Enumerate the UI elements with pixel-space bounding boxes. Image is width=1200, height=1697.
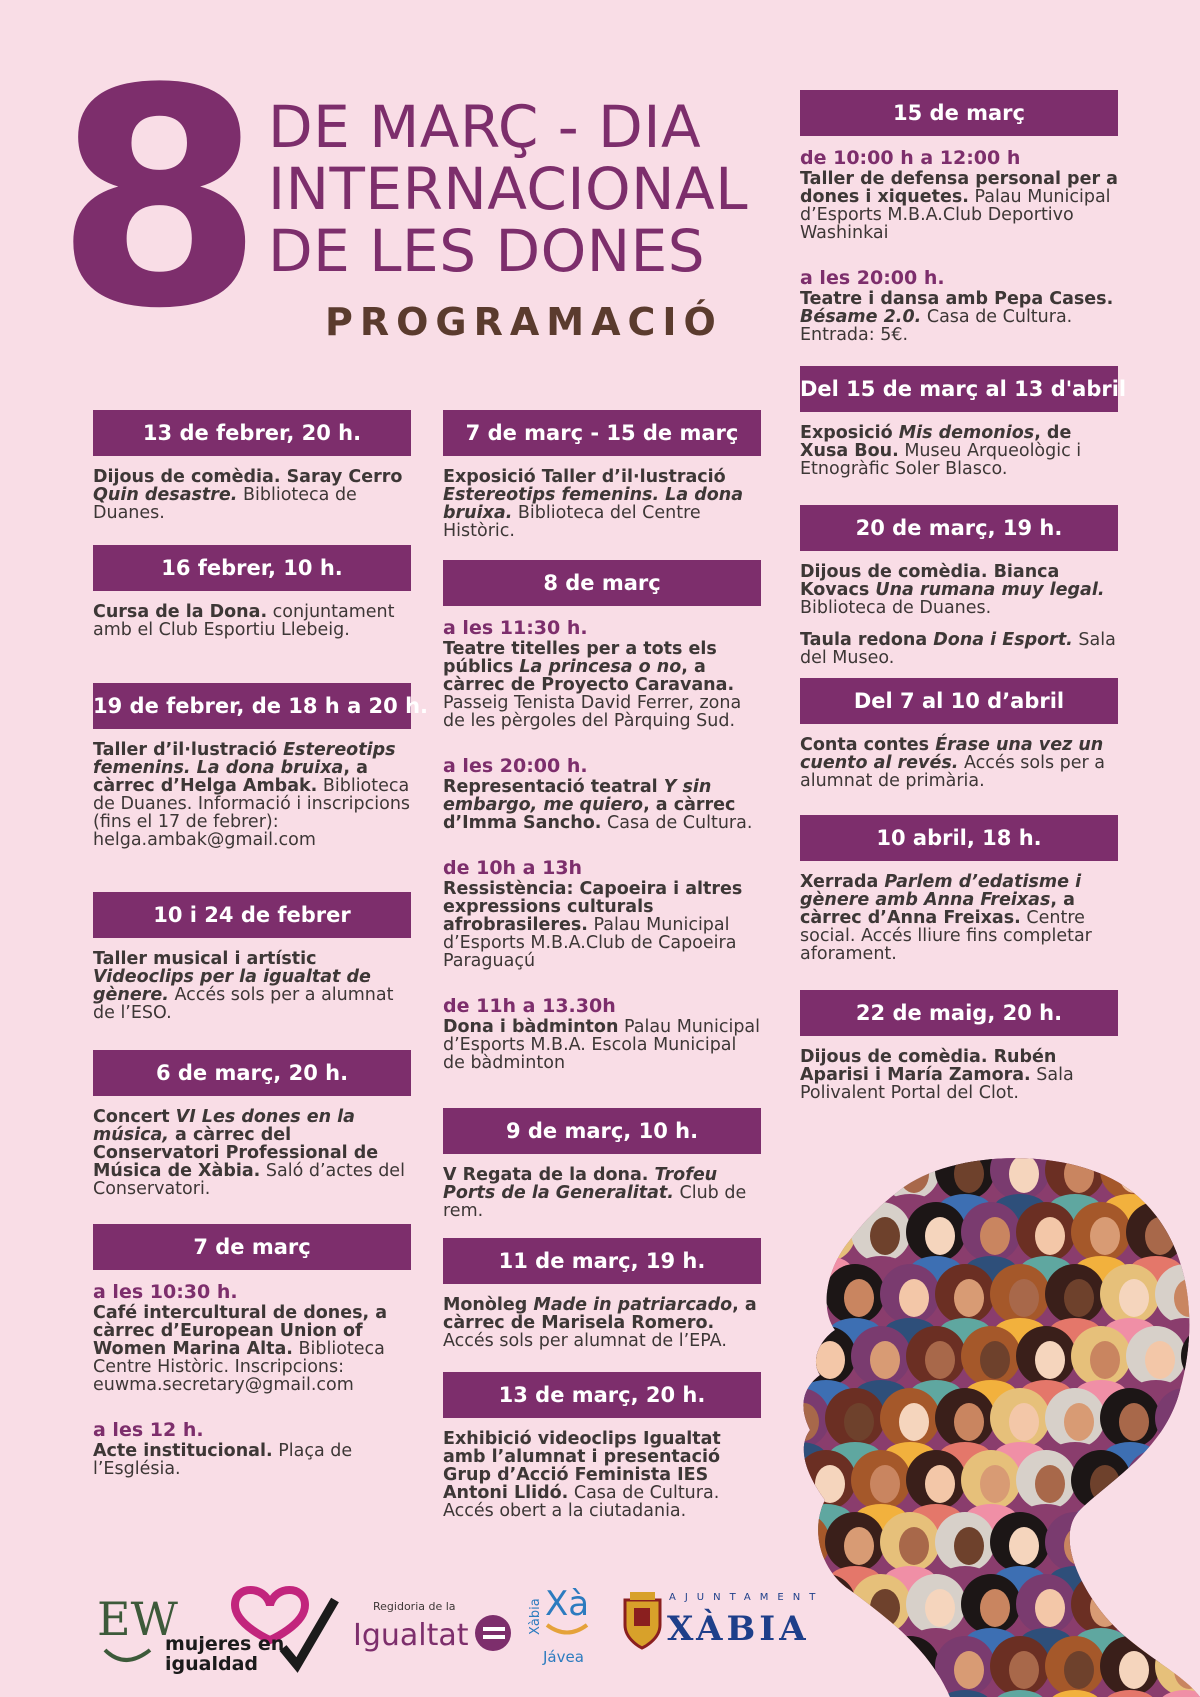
event-description (93, 1108, 411, 1198)
event-description (800, 170, 1118, 242)
event-block (93, 1050, 411, 1198)
event-time: a les 11:30 h. (443, 617, 588, 639)
face-skin (1119, 1279, 1149, 1317)
face-skin (844, 1527, 874, 1565)
event-title: , a càrrec de Marisela Romero. (443, 1295, 757, 1333)
face-skin (899, 1527, 929, 1565)
face-skin (1145, 1465, 1175, 1503)
face-shirt (1159, 1566, 1200, 1594)
face-hair (825, 1140, 885, 1200)
event-venue: Accés sols per a alumnat de l’ESO. (93, 985, 394, 1023)
event-title: Representació teatral (443, 777, 664, 797)
face-skin (954, 1279, 984, 1317)
face-hair (825, 1636, 885, 1696)
event-venue: Casa de Cultura. Accés obert a la ciutadania. (443, 1483, 720, 1521)
event-title: Teatre i dansa amb Pepa Cases. (800, 289, 1114, 309)
event-date-header: 10 i 24 de febrer (93, 892, 411, 938)
event-block (93, 1224, 411, 1478)
face-hair (1155, 1512, 1200, 1572)
event-venue: conjuntament amb el Club Esportiu Llebeig. (93, 602, 395, 640)
face-shirt (1159, 1194, 1200, 1222)
face-skin (899, 1279, 929, 1317)
page-title (268, 93, 768, 285)
event-title: Taula redona (800, 630, 934, 650)
face-skin (954, 1155, 984, 1193)
face-skin (1035, 1341, 1065, 1379)
face-skin (980, 1465, 1010, 1503)
event-date-header: 6 de març, 20 h. (93, 1050, 411, 1096)
face-shirt (855, 1628, 907, 1656)
event-venue: Palau Municipal d’Esports M.B.A. Escola Municipal de bàdminton (443, 1017, 761, 1073)
face-skin (980, 1341, 1010, 1379)
event-title: Taller musical i artístic (93, 949, 317, 969)
ajuntament-text: AJUNTAMENT (669, 1592, 825, 1603)
event-title-italic: Bésame 2.0. (800, 307, 922, 327)
event-block (93, 892, 411, 1022)
event-block (800, 366, 1127, 479)
face-skin (1009, 1651, 1039, 1689)
event-title-wrap (533, 1295, 732, 1315)
face-skin (1119, 1403, 1149, 1441)
event-description (443, 640, 761, 730)
face-skin (1119, 1155, 1149, 1193)
face-skin (1145, 1341, 1175, 1379)
face-skin (870, 1589, 900, 1627)
event-title-italic: Una rumana muy legal. (875, 580, 1105, 600)
event-title: Exposició (800, 423, 899, 443)
face-shirt (1185, 1504, 1200, 1532)
face-hair (1181, 1202, 1200, 1262)
event-title-wrap (93, 485, 237, 505)
face-skin (1009, 1403, 1039, 1441)
event-title-italic: Estereotips femenins. La dona bruixa (93, 740, 396, 778)
event-venue: Sala del Museo. (800, 630, 1116, 668)
event-description (93, 603, 411, 639)
event-date-header: 20 de març, 19 h. (800, 505, 1118, 551)
event-description (93, 741, 411, 849)
face-skin (1090, 1589, 1120, 1627)
event-title-italic: Estereotips femenins. La dona bruixa. (443, 485, 744, 523)
face-shirt (774, 1194, 826, 1222)
event-title-italic: La princesa o no (519, 657, 682, 677)
event-title: V Regata de la dona. (443, 1165, 655, 1185)
euw-logo-text: EW (97, 1592, 178, 1646)
face-skin (1064, 1527, 1094, 1565)
event-title: Dijous de comèdia. Rubén Aparisi i María Zamora. (800, 1047, 1057, 1085)
mujeres-text: mujeres en (165, 1633, 285, 1655)
face-skin (925, 1341, 955, 1379)
event-description (93, 1442, 411, 1478)
face-skin (899, 1651, 929, 1689)
face-hair (1126, 1574, 1186, 1634)
event-title-italic: Y sin embargo, me quiero (443, 777, 712, 815)
event-venue: Saló d’actes del Conservatori. (93, 1161, 405, 1199)
event-description (800, 873, 1118, 963)
face-skin (980, 1217, 1010, 1255)
event-date-header: 22 de maig, 20 h. (800, 990, 1118, 1036)
event-title-italic: Dona i Esport. (933, 630, 1073, 650)
event-title-italic: Mis demonios (898, 423, 1035, 443)
event-venue: Plaça de l’Església. (93, 1441, 353, 1479)
event-block (443, 1238, 761, 1350)
event-description-extra (800, 631, 1118, 667)
event-time: a les 20:00 h. (800, 267, 945, 289)
event-description (800, 290, 1118, 344)
face-skin (1145, 1589, 1175, 1627)
face-skin (1090, 1465, 1120, 1503)
event-date-header: Del 15 de març al 13 d'abril (800, 366, 1118, 412)
face-shirt (1075, 1504, 1127, 1532)
event-date-header: 11 de març, 19 h. (443, 1238, 761, 1284)
face-skin (1145, 1217, 1175, 1255)
xabia-javea-logo (525, 1570, 605, 1675)
title-line-2: INTERNACIONAL (268, 155, 749, 223)
face-skin (815, 1465, 845, 1503)
face-hair (1100, 1512, 1160, 1572)
face-skin (954, 1527, 984, 1565)
face-hair (1181, 1450, 1200, 1510)
face-skin (899, 1403, 929, 1441)
event-block (443, 560, 761, 1072)
face-skin (925, 1465, 955, 1503)
face-skin (925, 1217, 955, 1255)
face-skin (1174, 1155, 1200, 1193)
event-block (800, 505, 1118, 667)
face-hair (1126, 1450, 1186, 1510)
event-description (443, 778, 761, 832)
face-shirt (1159, 1442, 1200, 1470)
event-title: Conta contes (800, 735, 936, 755)
event-block (93, 683, 429, 850)
event-venue: Biblioteca de Duanes. Informació i inscripcions (fins el 17 de febrer): helga.ambak@gmail.com (93, 776, 411, 850)
face-skin (1035, 1217, 1065, 1255)
event-title-italic: Videoclips per la igualtat de gènere. (93, 967, 371, 1005)
face-skin (954, 1651, 984, 1689)
face-skin (1035, 1589, 1065, 1627)
event-description (800, 1048, 1118, 1102)
event-date-header: Del 7 al 10 d’abril (800, 678, 1118, 724)
face-skin (1119, 1527, 1149, 1565)
event-title: Exposició Taller d’il·lustració (443, 467, 726, 487)
event-title: Ressistència: Capoeira i altres expressions culturals afrobrasileres. (443, 879, 743, 935)
event-venue: Casa de Cultura. (601, 813, 753, 833)
face-hair (1045, 1512, 1105, 1572)
event-time: a les 20:00 h. (443, 755, 588, 777)
event-description (443, 1166, 761, 1220)
event-title: Monòleg (443, 1295, 534, 1315)
event-time: de 11h a 13.30h (443, 995, 616, 1017)
event-description (443, 468, 761, 540)
event-venue: Club de rem. (443, 1183, 747, 1221)
event-date-header: 8 de març (443, 560, 761, 606)
face-skin (789, 1279, 819, 1317)
event-venue: Biblioteca Centre Històric. Inscripcions: euwma.secretary@gmail.com (93, 1339, 385, 1395)
page-subtitle: PROGRAMACIÓ (325, 300, 723, 344)
event-date-header: 19 de febrer, de 18 h a 20 h. (93, 683, 411, 729)
face-skin (899, 1155, 929, 1193)
event-description (93, 468, 411, 522)
igualtat-text: Igualtat (353, 1618, 469, 1653)
face-shirt (1104, 1566, 1156, 1594)
event-title-italic: Made in patriarcado (533, 1295, 733, 1315)
javea-text: Jávea (543, 1648, 584, 1666)
event-title-wrap (519, 657, 681, 677)
face-skin (844, 1403, 874, 1441)
euw-logo (95, 1575, 178, 1675)
event-venue: Accés sols per a alumnat de primària. (800, 753, 1106, 791)
event-title: Xerrada (800, 872, 885, 892)
regidoria-igualtat-logo (353, 1585, 513, 1665)
big-eight: 8 (55, 25, 264, 374)
face-skin (1090, 1217, 1120, 1255)
event-venue: Biblioteca del Centre Històric. (443, 503, 701, 541)
event-venue: Sala Polivalent Portal del Clot. (800, 1065, 1074, 1103)
event-block (93, 545, 411, 639)
event-title-italic: Quin desastre. (93, 485, 238, 505)
event-title-italic: Trofeu Ports de la Generalitat. (443, 1165, 718, 1203)
event-title: Taller d’il·lustració (93, 740, 284, 760)
face-hair (1155, 1140, 1200, 1200)
event-title: , de Xusa Bou. (800, 423, 1072, 461)
event-title-wrap (899, 423, 1034, 443)
face-skin (815, 1217, 845, 1255)
face-hair (770, 1264, 830, 1324)
event-venue: Palau Municipal d’Esports M.B.A.Club de Capoeira Paraguaçú (443, 915, 737, 971)
event-block (800, 815, 1118, 963)
event-title: Dona i bàdminton (443, 1017, 619, 1037)
face-shirt (1185, 1380, 1200, 1408)
face-hair (1181, 1574, 1200, 1634)
event-date-header: 16 febrer, 10 h. (93, 545, 411, 591)
face-shirt (774, 1690, 826, 1697)
face-skin (844, 1155, 874, 1193)
face-skin (815, 1341, 845, 1379)
face-skin (1064, 1403, 1094, 1441)
event-date-header: 9 de març, 10 h. (443, 1108, 761, 1154)
event-block (800, 990, 1118, 1102)
igualdad-text: igualdad (165, 1653, 258, 1675)
event-venue: Museu Arqueològic i Etnogràfic Soler Blasco. (800, 441, 1082, 479)
xa-text: Xà (545, 1584, 590, 1624)
face-skin (844, 1279, 874, 1317)
face-skin (789, 1155, 819, 1193)
face-hair (796, 1202, 856, 1262)
face-shirt (774, 1318, 826, 1346)
event-time: de 10h a 13h (443, 857, 583, 879)
event-title: Taller de defensa personal per a dones i xiquetes. (800, 169, 1118, 207)
event-block (93, 410, 411, 522)
event-description (800, 424, 1118, 478)
face-skin (1090, 1341, 1120, 1379)
face-shirt (1185, 1256, 1200, 1284)
event-block (443, 410, 761, 540)
face-skin (844, 1651, 874, 1689)
xabia-text: XÀBIA (667, 1609, 810, 1649)
face-skin (1174, 1403, 1200, 1441)
event-date-header: 15 de març (800, 90, 1118, 136)
face-shirt (1130, 1504, 1182, 1532)
event-title: Dijous de comèdia. Saray Cerro (93, 467, 403, 487)
event-title-italic: VI Les dones en la música, (93, 1107, 355, 1145)
face-skin (789, 1403, 819, 1441)
title-line-3: DE LES DONES (268, 217, 706, 285)
event-venue: Passeig Tenista David Ferrer, zona de les pèrgoles del Pàrquing Sud. (443, 693, 742, 731)
event-date-header: 7 de març (93, 1224, 411, 1270)
face-skin (1035, 1465, 1065, 1503)
event-venue: Biblioteca de Duanes. (800, 598, 992, 618)
face-hair (770, 1512, 830, 1572)
face-shirt (829, 1690, 881, 1697)
event-block (443, 1108, 761, 1220)
event-time: a les 10:30 h. (93, 1281, 238, 1303)
face-skin (1064, 1651, 1094, 1689)
face-skin (870, 1465, 900, 1503)
event-description (443, 1430, 761, 1520)
event-title: , a càrrec d’Helga Ambak. (93, 758, 368, 796)
mujeres-igualdad-logo (165, 1580, 355, 1675)
event-date-header: 13 de febrer, 20 h. (93, 410, 411, 456)
event-date-header: 13 de març, 20 h. (443, 1372, 761, 1418)
event-date-header: 7 de març - 15 de març (443, 410, 761, 456)
event-title: Concert (93, 1107, 176, 1127)
event-description (443, 1018, 761, 1072)
event-description (443, 1296, 761, 1350)
event-venue: Casa de Cultura. Entrada: 5€. (800, 307, 1073, 345)
event-description (800, 736, 1118, 790)
face-skin (789, 1527, 819, 1565)
face-skin (1009, 1527, 1039, 1565)
face-skin (1064, 1155, 1094, 1193)
event-title: Café intercultural de dones, a càrrec d’European Union of Women Marina Alta. (93, 1303, 388, 1359)
event-venue: Centre social. Accés lliure fins completar aforament. (800, 908, 1092, 964)
ajuntament-shield-icon (620, 1590, 665, 1650)
face-hair (770, 1140, 830, 1200)
event-title: a càrrec del Conservatori Professional de Música de Xàbia. (93, 1125, 379, 1181)
face-hair (880, 1636, 940, 1696)
event-title-wrap (875, 580, 1104, 600)
event-title: , a càrrec d’Imma Sancho. (443, 795, 736, 833)
face-skin (1064, 1279, 1094, 1317)
event-description (443, 880, 761, 970)
event-time: a les 12 h. (93, 1419, 204, 1441)
face-skin (954, 1403, 984, 1441)
xabia-small-text: Xàbia (528, 1598, 543, 1635)
face-skin (925, 1589, 955, 1627)
event-title: Cursa de la Dona. (93, 602, 268, 622)
event-time: de 10:00 h a 12:00 h (800, 147, 1021, 169)
face-hair (770, 1388, 830, 1448)
event-title: Exhibició videoclips Igualtat amb l’alumnat i presentació Grup d’Acció Feminista IES Antoni Llidó. (443, 1429, 721, 1503)
face-skin (980, 1589, 1010, 1627)
sponsor-logos (95, 1570, 825, 1680)
event-title: Dijous de comèdia. Bianca Kovacs (800, 562, 1060, 600)
face-shirt (884, 1690, 936, 1697)
regidoria-text: Regidoria de la (373, 1600, 456, 1613)
face-skin (1119, 1651, 1149, 1689)
face-skin (1174, 1527, 1200, 1565)
face-skin (1009, 1279, 1039, 1317)
event-date-header: 10 abril, 18 h. (800, 815, 1118, 861)
face-skin (870, 1217, 900, 1255)
ajuntament-xabia-logo (667, 1585, 825, 1655)
event-venue: Accés sols per alumnat de l’EPA. (443, 1331, 727, 1351)
face-shirt (1185, 1628, 1200, 1656)
event-block (800, 678, 1118, 790)
event-title-italic: Parlem d’edatisme i gènere amb Anna Freixas (800, 872, 1082, 910)
event-title-wrap (800, 307, 921, 327)
face-skin (1009, 1155, 1039, 1193)
face-skin (870, 1341, 900, 1379)
event-venue: Palau Municipal d’Esports M.B.A.Club Deportivo Washinkai (800, 187, 1111, 243)
women-silhouette-illustration (780, 1150, 1200, 1697)
event-title: Teatre titelles per a tots els públics (443, 639, 717, 677)
event-block (800, 90, 1118, 344)
title-line-1: DE MARÇ - DIA (268, 93, 702, 161)
event-description (800, 563, 1118, 617)
event-title-italic: Érase una vez un cuento al revés. (800, 735, 1104, 773)
event-venue: Biblioteca de Duanes. (93, 485, 357, 523)
event-title: , a càrrec d’Anna Freixas. (800, 890, 1075, 928)
event-description (93, 950, 411, 1022)
event-description (93, 1304, 411, 1394)
event-title: , a càrrec de Proyecto Caravana. (443, 657, 735, 695)
event-title-wrap (933, 630, 1073, 650)
event-title: Acte institucional. (93, 1441, 273, 1461)
event-block (443, 1372, 761, 1520)
